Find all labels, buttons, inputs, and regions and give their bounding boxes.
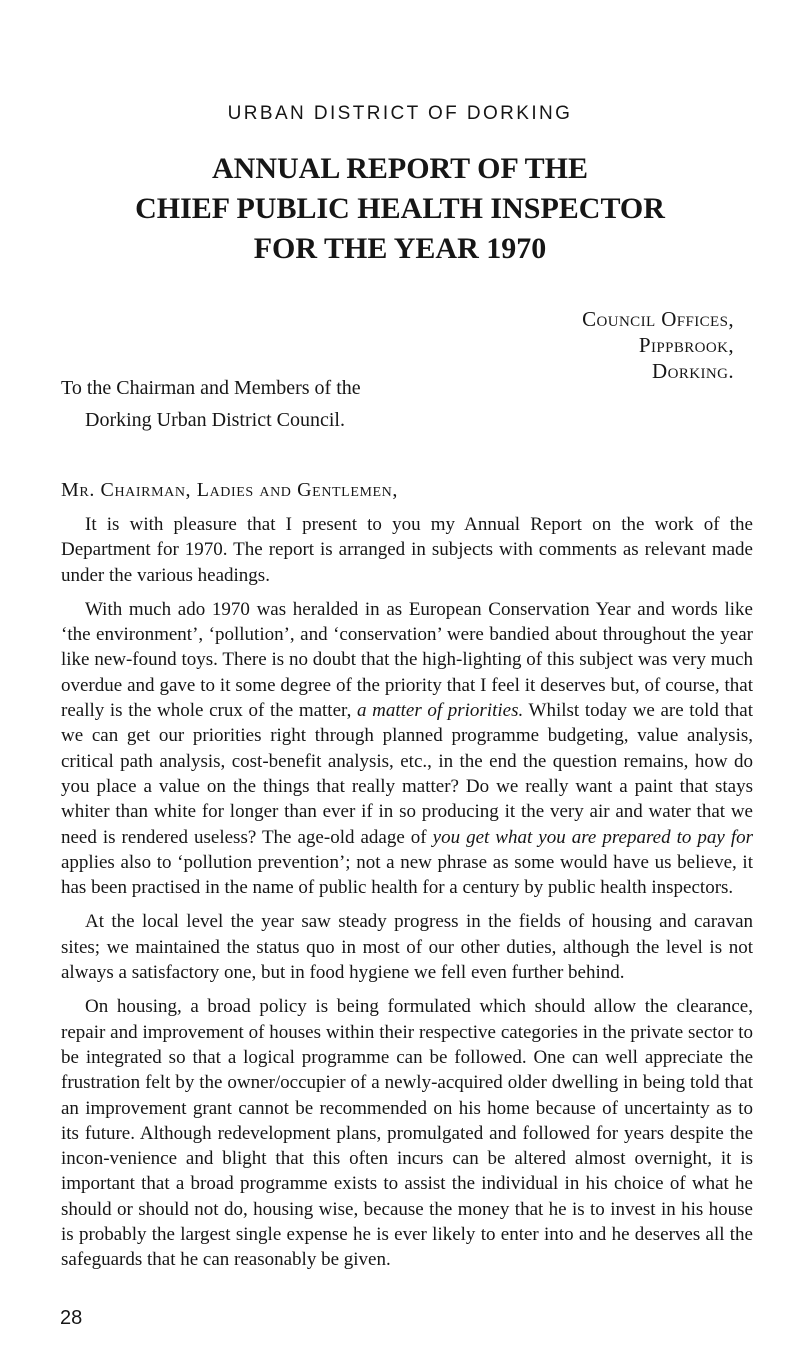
address-line: Pippbrook, bbox=[638, 333, 734, 357]
salutation: Mr. Chairman, Ladies and Gentlemen, bbox=[61, 479, 398, 501]
addressee bbox=[61, 372, 361, 436]
address-line: Council Offices, bbox=[582, 307, 734, 331]
emphasis-text: a matter of priorities. bbox=[356, 700, 524, 722]
paragraph-text: With much ado 1970 was heralded in as European Conservation Year and words like ‘the environment’, ‘pollution’, and ‘conservation’ were bandied about throughout the year like new-found toys. There is no doubt that the high-lighting of this subject was very much overdue and gave to it some degree of the priority that I feel it deserves but, of course, that really is the whole crux of the matter, bbox=[61, 598, 753, 722]
report-body bbox=[61, 512, 753, 1282]
paragraph-text: Whilst today we are told that we can get our priorities right through planned programme budgeting, value analysis, critical path analysis, cost-benefit analysis, etc., in the end the question remains, how do you place a value on the things that really matter? Do we really want a paint that stays whiter than white for longer than ever if in so producing it the very air and water that we need is rendered useless? The age-old adage of bbox=[61, 700, 753, 848]
district-heading: URBAN DISTRICT OF DORKING bbox=[227, 103, 573, 124]
report-title-line-1: ANNUAL REPORT OF THE bbox=[212, 152, 588, 185]
address-line: Dorking. bbox=[652, 359, 734, 383]
page-number: 28 bbox=[60, 1307, 83, 1329]
addressee-line-1: To the Chairman and Members of the bbox=[61, 377, 361, 399]
paragraph: It is with pleasure that I present to you my Annual Report on the work of the Department for 1970. The report is arranged in subjects with comments as relevant made under the various headings. bbox=[61, 514, 753, 586]
addressee-line-2: Dorking Urban District Council. bbox=[85, 409, 345, 431]
paragraph-text: applies also to ‘pollution prevention’; not a new phrase as some would have us believe, it has been practised in the name of public health for a century by public health inspectors. bbox=[61, 851, 753, 899]
paragraph: At the local level the year saw steady progress in the fields of housing and caravan sites; we maintained the status quo in most of our other duties, although the level is not always a satisfactory one, but in food hygiene we fell even further behind. bbox=[61, 911, 753, 984]
report-title-line-2: CHIEF PUBLIC HEALTH INSPECTOR bbox=[135, 192, 665, 225]
report-title-line-3: FOR THE YEAR 1970 bbox=[253, 232, 547, 265]
emphasis-text: you get what you are prepared to pay for bbox=[432, 826, 753, 848]
paragraph bbox=[61, 597, 753, 901]
sender-address bbox=[582, 306, 734, 384]
paragraph: On housing, a broad policy is being formulated which should allow the clearance, repair and improvement of houses within their respective categories in the private sector to be integrated so that a logical programme can be followed. One can well appreciate the frustration felt by the owner/occupier of a newly-acquired older dwelling in being told that an improvement grant cannot be recommended on his home because of uncertainty as to its future. Although redevelopment plans, promulgated and followed for years despite the incon-venience and blight that this often incurs can be altered almost overnight, it is important that a broad programme exists to assist the individual in his choice of what he should or should not do, housing wise, because the money that he is to invest in his house is probably the largest single expense he is ever likely to enter into and he deserves all the safeguards that he can reasonably be given. bbox=[61, 996, 753, 1271]
